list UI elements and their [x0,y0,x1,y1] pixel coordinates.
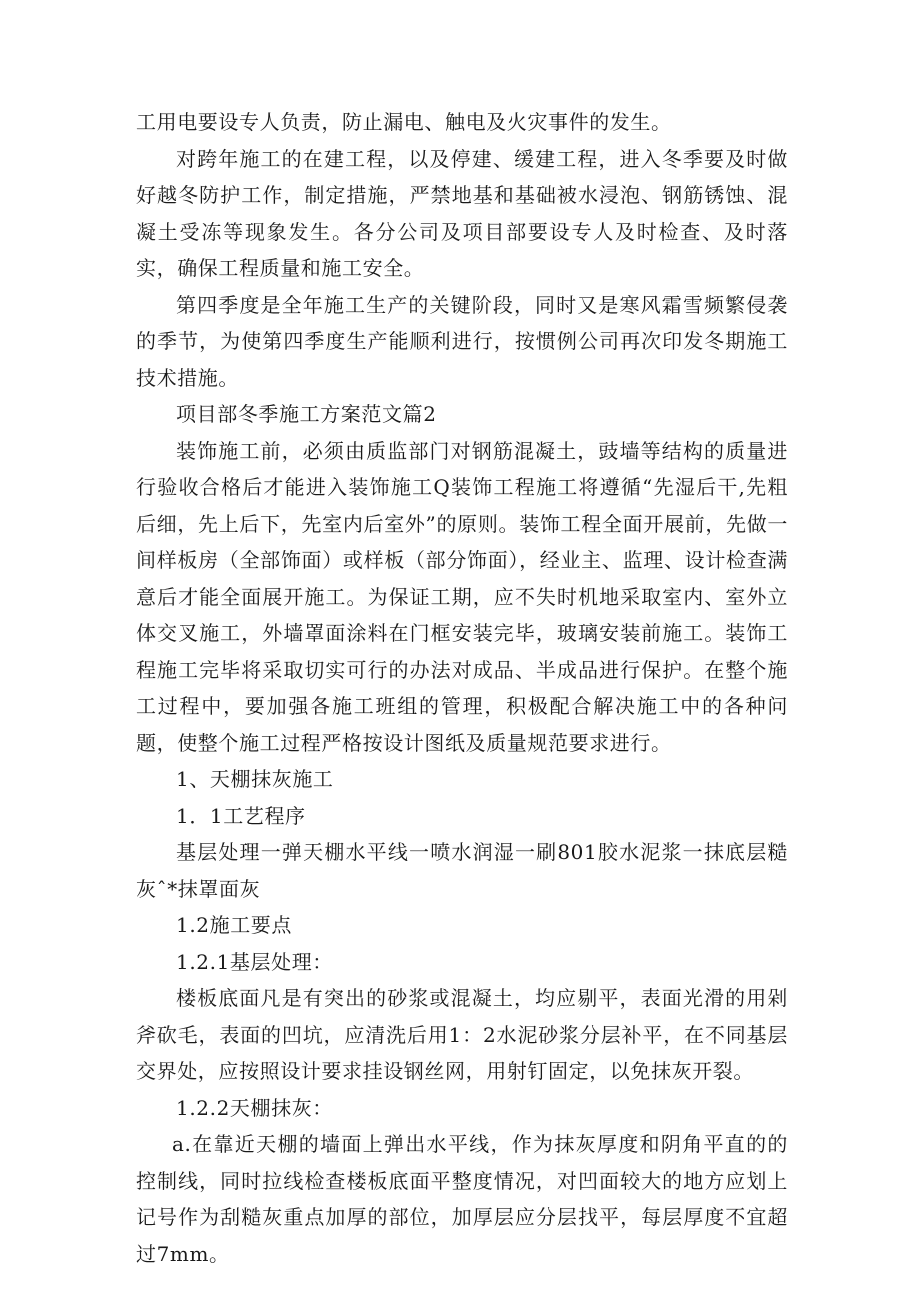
subsection-heading: 1.2施工要点 [176,913,293,937]
paragraph: a.在靠近天棚的墙面上弹出水平线，作为抹灰厚度和阴角平直的的控制线，同时拉线检查楼板底面平整度情况，对凹面较大的地方应划上记号作为刮糙灰重点加厚的部位，加厚层应分层找平，每层厚度不宜超过7mm。 [136,1132,788,1266]
section-heading: 项目部冬季施工方案范文篇2 [176,402,437,426]
paragraph: 基层处理一弹天棚水平线一喷水润湿一刷801胶水泥浆一抹底层糙灰ˆ*抹罩面灰 [136,840,788,901]
paragraph: 装饰施工前，必须由质监部门对钢筋混凝土，豉墙等结构的质量进行验收合格后才能进入装饰施工Q装饰工程施工将遵循“先湿后干,先粗后细，先上后下，先室内后室外”的原则。装饰工程全面开展前，先做一间样板房（全部饰面）或样板（部分饰面），经业主、监理、设计检查满意后才能全面展开施工。为保证工期，应不失时机地采取室内、室外立体交叉施工，外墙罩面涂料在门框安装完毕，玻璃安装前施工。装饰工程施工完毕将采取切实可行的办法对成品、半成品进行保护。在整个施工过程中，要加强各施工班组的管理，积极配合解决施工中的各种问题，使整个施工过程严格按设计图纸及质量规范要求进行。 [136,438,788,755]
subsection-heading: 1.2.2天棚抹灰： [176,1095,333,1120]
subsection-heading: 1.2.1基层处理： [176,949,333,974]
paragraph: 第四季度是全年施工生产的关键阶段，同时又是寒风霜雪频繁侵袭的季节，为使第四季度生产能顺利进行，按惯例公司再次印发冬期施工技术措施。 [136,292,788,390]
paragraph: 对跨年施工的在建工程，以及停建、缓建工程，进入冬季要及时做好越冬防护工作，制定措施，严禁地基和基础被水浸泡、钢筋锈蚀、混凝土受冻等现象发生。各分公司及项目部要设专人及时检查、及时落实，确保工程质量和施工安全。 [136,146,788,280]
paragraph: 楼板底面凡是有突出的砂浆或混凝土，均应剔平，表面光滑的用剁斧砍毛，表面的凹坑，应清洗后用1：2水泥砂浆分层补平，在不同基层交界处，应按照设计要求挂设钢丝网，用射钉固定，以免抹灰开裂。 [136,986,788,1083]
document-page [136,104,788,1272]
section-heading: 1、天棚抹灰施工 [176,767,334,791]
subsection-heading: 1．1工艺程序 [176,803,306,828]
paragraph: 工用电要设专人负责，防止漏电、触电及火灾事件的发生。 [136,110,672,134]
